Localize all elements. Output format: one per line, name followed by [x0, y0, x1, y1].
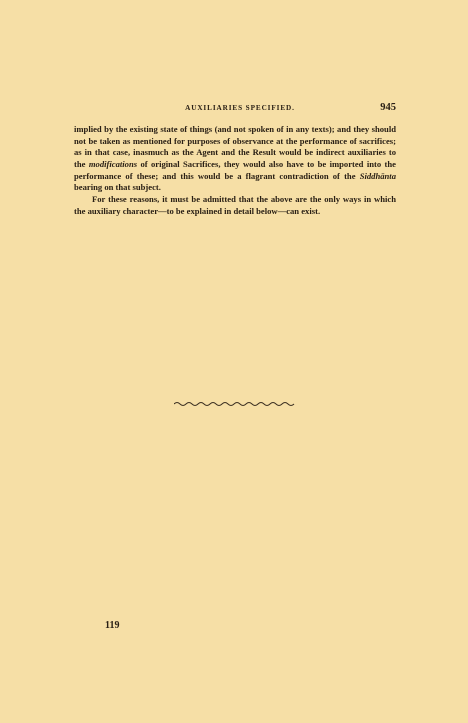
- paragraph-1-segment-3: bearing on that subject.: [74, 182, 161, 193]
- paragraph-1-segment-2: of original Sacrifices, they would also have to be imported into the performance of these; and this would be a flagrant contradiction of the: [74, 158, 396, 181]
- wavy-end-rule: [174, 400, 296, 408]
- page-header: [74, 104, 396, 118]
- paragraph-1-italic-modifications: modifications: [88, 158, 138, 169]
- running-title: AUXILIARIES SPECIFIED.: [185, 104, 295, 112]
- wavy-rule-line: [174, 403, 294, 406]
- paragraph-1-italic-siddhanta: Siddhānta: [359, 170, 396, 181]
- paragraph-1: [74, 124, 396, 194]
- signature-mark: 119: [105, 620, 120, 631]
- paragraph-1-segment-1: implied by the existing state of things (and not spoken of in any texts); and they should not be taken as mentioned for purposes of observance at the performance of sacrifices; as in that case, inasmuch as the Agent and the Result would be indirect auxiliaries to the: [74, 124, 396, 169]
- paragraph-2: For these reasons, it must be admitted that the above are the only ways in which the auxiliary character—to be explained in detail below—can exist.: [74, 193, 396, 216]
- body-text: [74, 124, 396, 217]
- page-number: 945: [380, 102, 396, 113]
